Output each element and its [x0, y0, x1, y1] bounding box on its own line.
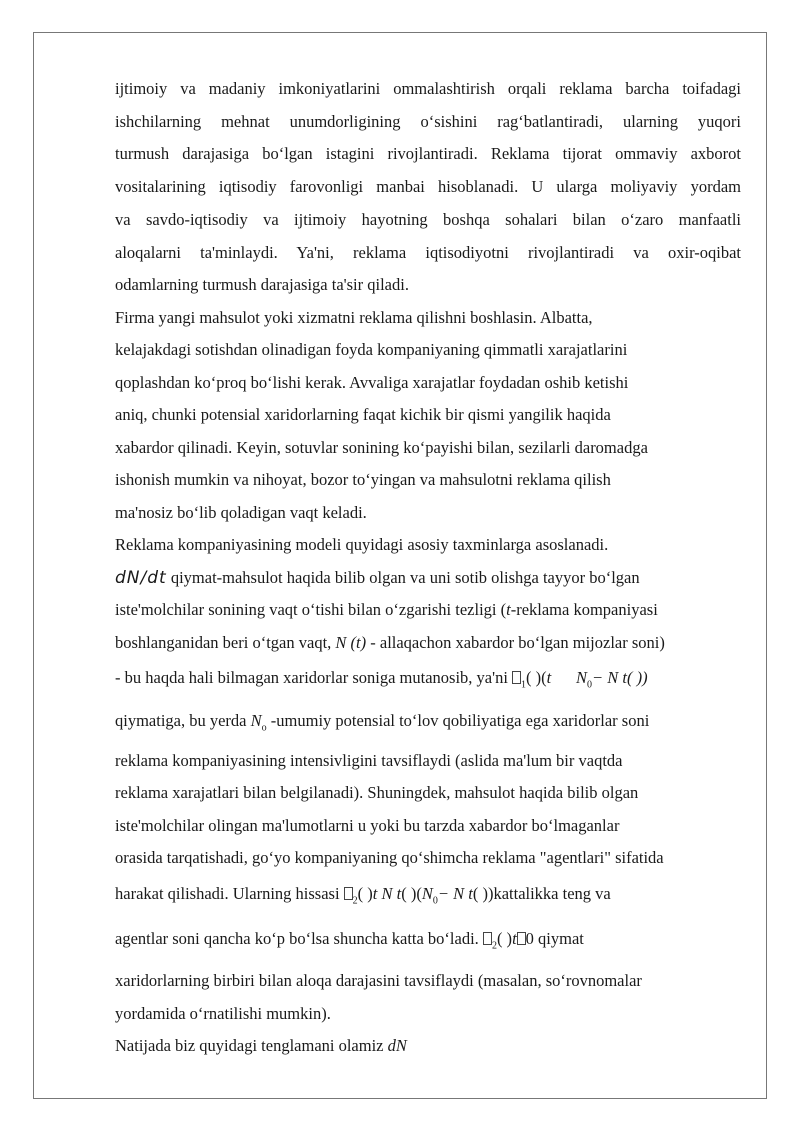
text-line: xabardor qilinadi. Keyin, sotuvlar sonining ko‘payishi bilan, sezilarli daromadga — [115, 437, 648, 457]
text-line: reklama xarajatlari bilan belgilanadi). Shuningdek, mahsulot haqida bilib olgan — [115, 783, 639, 803]
text-line: aloqalarni ta'minlaydi. Ya'ni, reklama iqtisodiyotni rivojlantiradi va oxir-oqibat — [115, 242, 741, 262]
text-line: dN/dt qiymat-mahsulot haqida bilib olgan va uni sotib olishga tayyor bo‘lgan — [115, 567, 640, 588]
paragraph-firm-advertising — [115, 302, 741, 530]
missing-glyph-icon — [483, 932, 492, 945]
text-line: vositalarining iqtisodiy farovonligi manbai hisoblanadi. U ularga moliyaviy yordam — [115, 177, 741, 197]
paragraph-advertising-benefits — [115, 73, 741, 302]
text-line: ma'nosiz bo‘lib qoladigan vaqt keladi. — [115, 502, 367, 522]
text-line: ishonish mumkin va nihoyat, bozor to‘yingan va mahsulotni reklama qilish — [115, 470, 611, 490]
text-line: boshlanganidan beri o‘tgan vaqt, N (t) - allaqachon xabardor bo‘lgan mijozlar soni) — [115, 632, 665, 652]
text-line: Firma yangi mahsulot yoki xizmatni reklama qilishni boshlasin. Albatta, — [115, 307, 593, 327]
text-line: odamlarning turmush darajasiga ta'sir qiladi. — [115, 275, 409, 295]
paragraph-model — [115, 529, 741, 1062]
text-line: ijtimoiy va madaniy imkoniyatlarini ommalashtirish orqali reklama barcha toifadagi — [115, 79, 741, 98]
document-body — [115, 73, 741, 1063]
text-line: xaridorlarning birbiri bilan aloqa darajasini tavsiflaydi (masalan, so‘rovnomalar — [115, 971, 642, 991]
text-line: reklama kompaniyasining intensivligini tavsiflaydi (aslida ma'lum bir vaqtda — [115, 750, 623, 770]
text-line: Reklama kompaniyasining modeli quyidagi asosiy taxminlarga asoslanadi. — [115, 535, 609, 555]
text-line: orasida tarqatishadi, go‘yo kompaniyaning qo‘shimcha reklama "agentlari" sifatida — [115, 848, 664, 868]
text-line: Natijada biz quyidagi tenglamani olamiz dN — [115, 1036, 407, 1056]
text-line: turmush darajasiga bo‘lgan istagini rivojlantiradi. Reklama tijorat ommaviy axborot — [115, 144, 741, 164]
text-line: kelajakdagi sotishdan olinadigan foyda kompaniyaning qimmatli xarajatlarini — [115, 340, 628, 360]
text-line: ishchilarning mehnat unumdorligining o‘sishini rag‘batlantiradi, ularning yuqori — [115, 111, 741, 131]
text-line: va savdo-iqtisodiy va ijtimoiy hayotning boshqa sohalari bilan o‘zaro manfaatli — [115, 209, 741, 229]
derivative-symbol: dN/dt — [115, 567, 167, 588]
text-line: yordamida o‘rnatilishi mumkin). — [115, 1003, 331, 1023]
text-line: qoplashdan ko‘proq bo‘lishi kerak. Avvaliga xarajatlar foydadan oshib ketishi — [115, 372, 629, 392]
text-line: harakat qilishadi. Ularning hissasi $_2$( )t N t( )($N_0- N$ t( ))kattalikka teng va — [115, 883, 611, 906]
missing-glyph-icon — [344, 887, 353, 900]
text-line: agentlar soni qancha ko‘p bo‘lsa shuncha katta bo‘ladi. $_2$( )t 0 qiymat — [115, 928, 584, 952]
text-line: aniq, chunki potensial xaridorlarning faqat kichik bir qismi yangilik haqida — [115, 405, 611, 425]
text-line: iste'molchilar sonining vaqt o‘tishi bilan o‘zgarishi tezligi (t-reklama kompaniyasi — [115, 600, 658, 620]
text-line: - bu haqda hali bilmagan xaridorlar soniga mutanosib, ya'ni $_1$( )(t $N_0- N$ t( )) — [115, 668, 648, 691]
missing-glyph-icon — [517, 932, 526, 945]
text-line: iste'molchilar olingan ma'lumotlarni u yoki bu tarzda xabardor bo‘lmaganlar — [115, 815, 620, 835]
missing-glyph-icon — [512, 671, 521, 684]
text-line: qiymatiga, bu yerda $N_o$ -umumiy potensial to‘lov qobiliyatiga ega xaridorlar soni — [115, 710, 650, 734]
